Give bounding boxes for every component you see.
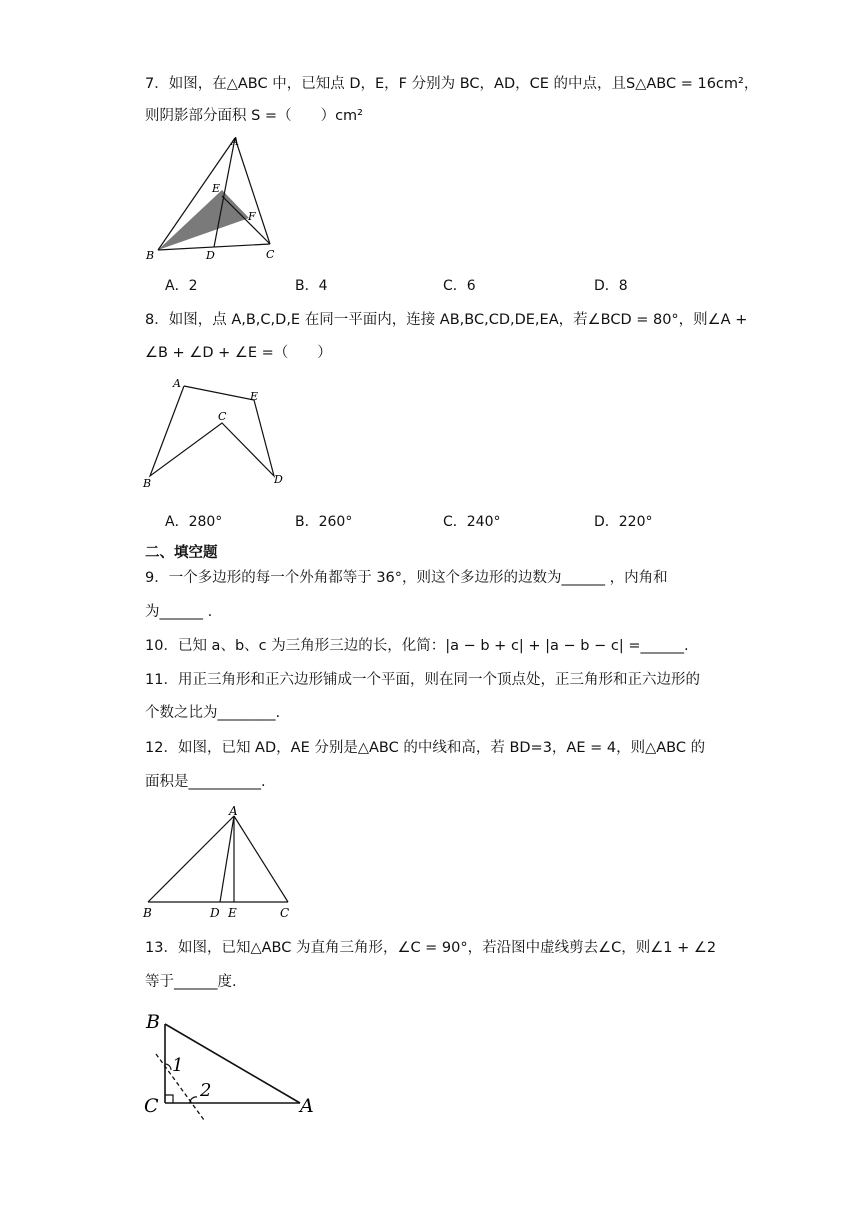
q7-option-a[interactable]: A．2 — [165, 278, 198, 294]
q13-label-c: C — [144, 1095, 159, 1117]
q13-right-angle-mark — [165, 1095, 173, 1103]
q8-option-b[interactable]: B．260° — [295, 514, 353, 530]
q12-label-a: A — [229, 804, 238, 818]
q12-figure — [140, 802, 305, 920]
q13-label-a: A — [300, 1095, 314, 1117]
section-title-fill-in: 二、填空题 — [145, 545, 218, 561]
q7-label-b: B — [146, 249, 155, 262]
q10-text-line1: 10．已知 a、b、c 为三角形三边的长，化简：|a − b + c| + |a − b − c| =______. — [145, 638, 689, 654]
q8-option-a[interactable]: A．280° — [165, 514, 223, 530]
q9-text-line1: 9．一个多边形的每一个外角都等于 36°，则这个多边形的边数为______ ，内角和 — [145, 570, 668, 586]
q13-label-angle1: 1 — [172, 1055, 184, 1076]
q7-text-line2: 则阴影部分面积 S =（ ）cm² — [145, 108, 363, 124]
q7-label-c: C — [266, 248, 275, 261]
q7-figure — [140, 130, 290, 265]
q9-text-line2: 为______ . — [145, 604, 213, 620]
q12-text-line1: 12．如图，已知 AD，AE 分别是△ABC 的中线和高，若 BD=3，AE = 4，则△ABC 的 — [145, 740, 706, 756]
q11-text-line2: 个数之比为________. — [145, 705, 281, 721]
q12-label-d: D — [210, 906, 220, 920]
q13-figure — [140, 1008, 325, 1123]
q7-label-a: A — [231, 135, 239, 148]
q7-text-line1: 7．如图，在△ABC 中，已知点 D，E，F 分别为 BC，AD，CE 的中点，且S△ABC = 16cm²， — [145, 76, 759, 92]
q7-option-d[interactable]: D．8 — [594, 278, 628, 294]
q13-label-b: B — [146, 1011, 160, 1033]
q13-text-line2: 等于______度. — [145, 974, 237, 990]
q8-label-a: A — [173, 377, 181, 390]
q8-option-c[interactable]: C．240° — [443, 514, 501, 530]
q7-label-e: E — [212, 182, 221, 195]
q8-text-line1: 8．如图，点 A,B,C,D,E 在同一平面内，连接 AB,BC,CD,DE,EA，若∠BCD = 80°，则∠A + — [145, 312, 748, 328]
q7-shaded-region — [158, 190, 249, 250]
q8-figure — [140, 372, 290, 494]
q7-option-c[interactable]: C．6 — [443, 278, 476, 294]
q13-side-ab — [165, 1024, 300, 1103]
q8-label-d: D — [274, 473, 283, 486]
q12-text-line2: 面积是__________. — [145, 774, 266, 790]
q12-side-ab — [148, 816, 234, 902]
q12-label-e: E — [228, 906, 237, 920]
q7-option-b[interactable]: B．4 — [295, 278, 328, 294]
q12-side-ac — [234, 816, 288, 902]
q8-label-c: C — [218, 410, 227, 423]
q11-text-line1: 11．用正三角形和正六边形铺成一个平面，则在同一个顶点处，正三角形和正六边形的 — [145, 672, 700, 688]
q13-label-angle2: 2 — [200, 1080, 212, 1101]
q8-label-b: B — [143, 477, 152, 490]
q8-label-e: E — [250, 390, 259, 403]
q7-side-ac — [235, 138, 270, 244]
q13-text-line1: 13．如图，已知△ABC 为直角三角形，∠C = 90°，若沿图中虚线剪去∠C，则∠1 + ∠2 — [145, 940, 717, 956]
q12-label-b: B — [143, 906, 152, 920]
q7-label-f: F — [248, 210, 256, 223]
q8-option-d[interactable]: D．220° — [594, 514, 653, 530]
q8-text-line2: ∠B + ∠D + ∠E =（ ） — [145, 345, 332, 361]
q7-label-d: D — [206, 249, 215, 262]
q12-median-ad — [220, 816, 234, 902]
q12-label-c: C — [280, 906, 290, 920]
